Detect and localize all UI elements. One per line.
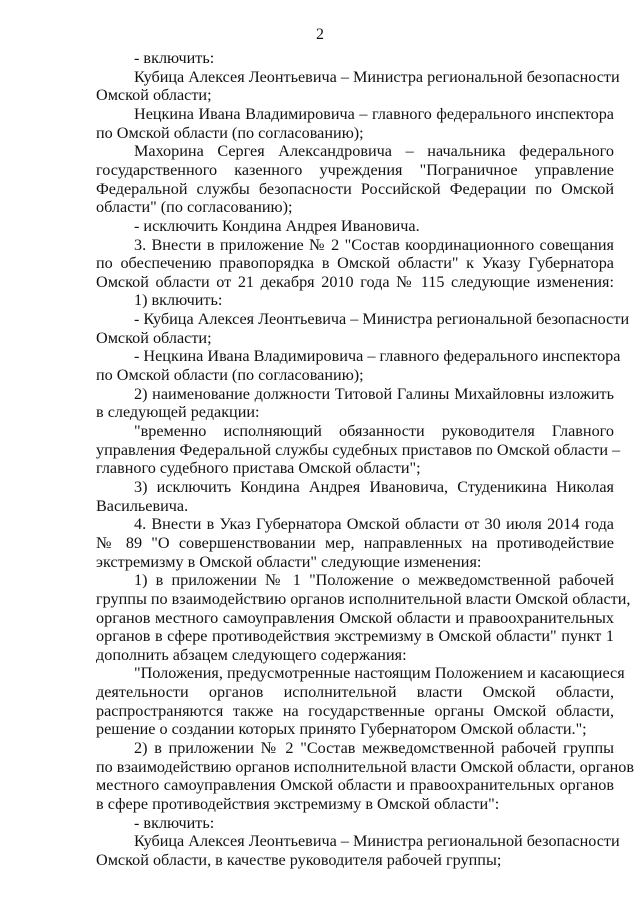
text-line: Нецкина Ивана Владимировича – главного федерального инспектора [134,104,614,123]
text-line: "временно исполняющий обязанности руководителя Главного [134,422,614,440]
text-line: главного судебного пристава Омской области"; [96,459,421,478]
text-line: 1) включить: [134,291,223,310]
text-line: деятельности органов исполнительной власти Омской области, [96,683,614,702]
text-line: решение о создании которых принято Губернатором Омской области."; [96,720,587,739]
text-line: Кубица Алексея Леонтьевича – Министра региональной безопасности [134,67,620,86]
text-line: 3) исключить Кондина Андрея Ивановича, Студеникина Николая [134,477,614,496]
text-line: управления Федеральной службы судебных приставов по Омской области – [96,440,621,459]
text-line: местного самоуправления Омской области и правоохранительных органов [96,776,614,795]
text-line: в следующей редакции: [96,403,260,422]
text-line: - Нецкина Ивана Владимировича – главного федерального инспектора [134,347,621,366]
text-line: органов местного самоуправления Омской области и правоохранительных [96,608,614,627]
page-number: 2 [316,26,324,43]
text-line: 3. Внести в приложение № 2 "Состав координационного совещания [134,235,614,254]
text-line: Федеральной службы безопасности Российской Федерации по Омской [96,179,614,198]
text-line: в сфере противодействия экстремизму в Омской области": [96,795,500,813]
text-line: - исключить Кондина Андрея Ивановича. [134,216,420,235]
text-line: Махорина Сергея Александровича – начальника федерального [134,142,614,161]
text-line: дополнить абзацем следующего содержания: [96,645,407,664]
text-line: 2) наименование должности Титовой Галины Михайловны изложить [134,384,614,403]
text-line: Омской области от 21 декабря 2010 года № 115 следующие изменения: [96,272,614,291]
text-line: - включить: [134,49,215,67]
text-line: органов в сфере противодействия экстремизму в Омской области" пункт 1 [96,627,614,646]
text-line: государственного казенного учреждения "Пограничное управление [96,160,614,179]
text-line: по Омской области (по согласованию); [96,366,364,385]
text-line: распространяются также на государственные органы Омской области, [96,701,614,720]
text-line: 4. Внести в Указ Губернатора Омской области от 30 июля 2014 года [134,515,614,534]
text-line: экстремизму в Омской области" следующие изменения: [96,552,482,571]
text-line: Омской области; [96,328,212,347]
text-line: Омской области; [96,86,212,105]
text-line: Кубица Алексея Леонтьевича – Министра региональной безопасности [134,832,620,851]
text-line: - Кубица Алексея Леонтьевича – Министра региональной безопасности [134,310,630,329]
text-line: - включить: [134,813,215,832]
text-line: № 89 "О совершенствовании мер, направленных на противодействие [96,533,614,552]
text-line: области" (по согласованию); [96,198,293,217]
text-line: Омской области, в качестве руководителя рабочей группы; [96,850,502,869]
text-line: Васильевича. [96,496,189,515]
text-line: группы по взаимодействию органов исполнительной власти Омской области, [96,589,631,608]
text-line: по обеспечению правопорядка в Омской области" к Указу Губернатора [96,254,614,273]
text-line: 2) в приложении № 2 "Состав межведомственной рабочей группы [134,739,614,758]
text-line: по взаимодействию органов исполнительной власти Омской области, органов [96,757,635,776]
text-line: по Омской области (по согласованию); [96,123,364,142]
text-line: 1) в приложении № 1 "Положение о межведомственной рабочей [134,571,614,590]
text-line: "Положения, предусмотренные настоящим Положением и касающиеся [134,664,625,683]
